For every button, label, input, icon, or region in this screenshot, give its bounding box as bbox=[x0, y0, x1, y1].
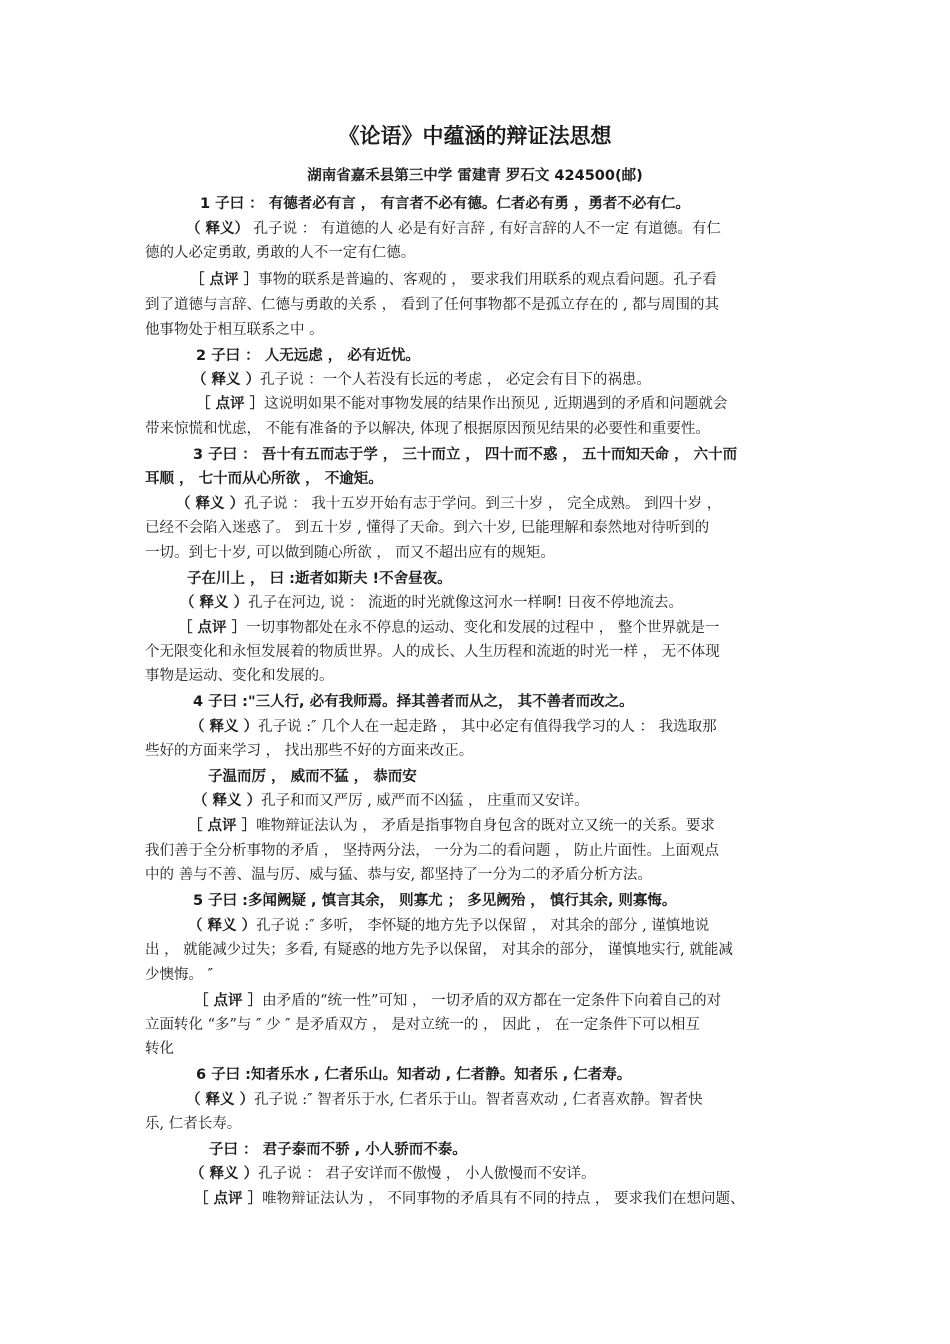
quote-line: 4 子曰 :"三人行, 必有我师焉。择其善者而从之， 其不善者而改之。 bbox=[193, 694, 634, 710]
paragraph-line: （ 释义 ）孔子说 ： 君子安详而不傲慢 ， 小人傲慢而不安详。 bbox=[190, 1166, 596, 1182]
quote-line: 3 子曰 ： 吾十有五而志于学 ， 三十而立 ， 四十而不惑 ， 五十而知天命 ， 六十而 bbox=[193, 447, 738, 463]
paragraph-line: 一切。到七十岁, 可以做到随心所欲 ， 而又不超出应有的规矩。 bbox=[145, 545, 555, 561]
quote-line: 5 子曰 :多闻阙疑 , 慎言其余， 则寡尤 ； 多见阙殆 ， 慎行其余, 则寡悔。 bbox=[193, 893, 677, 909]
paragraph-line: ［ 点评 ］事物的联系是普遍的、客观的 ， 要求我们用联系的观点看问题。孔子看 bbox=[190, 272, 717, 288]
paragraph-line: 些好的方面来学习 ， 找出那些不好的方面来改正。 bbox=[145, 743, 474, 759]
quote-line: 子温而厉 ， 威而不猛 ， 恭而安 bbox=[208, 769, 417, 785]
paragraph-line: （ 释义 ）孔子和而又严厉 , 威严而不凶猛 ， 庄重而又安详。 bbox=[193, 793, 589, 809]
quote-line: 子曰 ： 君子泰而不骄 , 小人骄而不泰。 bbox=[209, 1142, 467, 1158]
paragraph-line: ［ 点评 ］唯物辩证法认为 ， 矛盾是指事物自身包含的既对立又统一的关系。要求 bbox=[188, 818, 715, 834]
quote-line: 2 子曰 ： 人无远虑 ， 必有近忧。 bbox=[196, 348, 420, 364]
quote-line: 6 子曰 :知者乐水 , 仁者乐山。知者动 , 仁者静。知者乐 , 仁者寿。 bbox=[196, 1067, 632, 1083]
paragraph-line: （ 释义 ）孔子说 ：一个人若没有长远的考虑 ， 必定会有目下的祸患。 bbox=[192, 372, 651, 388]
paragraph-line: 立面转化 “多”与 ″ 少 ″ 是矛盾双方 ， 是对立统一的 ， 因此 ， 在一定条件下可以相互 bbox=[145, 1017, 700, 1033]
paragraph-line: 到了道德与言辞、仁德与勇敢的关系 ， 看到了任何事物都不是孤立存在的 , 都与周围的其 bbox=[145, 297, 720, 313]
paragraph-line: 我们善于全分析事物的矛盾 ， 坚持两分法， 一分为二的看问题 ， 防止片面性。上面观点 bbox=[145, 843, 720, 859]
paragraph-line: 带来惊慌和忧虑， 不能有准备的予以解决, 体现了根据原因预见结果的必要性和重要性。 bbox=[145, 421, 710, 437]
paragraph-line: 转化 bbox=[145, 1041, 174, 1057]
paragraph-line: （ 释义 ）孔子说 :″ 几个人在一起走路 ， 其中必定有值得我学习的人 ： 我选取那 bbox=[190, 719, 717, 735]
paragraph-line: ［ 点评 ］一切事物都处在永不停息的运动、变化和发展的过程中 ， 整个世界就是一 bbox=[178, 620, 720, 636]
paragraph-line: （ 释义 ）孔子说 :″ 多听， 李怀疑的地方先予以保留 ， 对其余的部分 , 谨慎地说 bbox=[188, 918, 710, 934]
paragraph-line: ［ 点评 ］这说明如果不能对事物发展的结果作出预见 , 近期遇到的矛盾和问题就会 bbox=[196, 396, 728, 412]
quote-line: 子在川上 ， 曰 :逝者如斯夫 !不舍昼夜。 bbox=[187, 571, 452, 587]
paragraph-line: 中的 善与不善、温与厉、威与猛、恭与安, 都坚持了一分为二的矛盾分析方法。 bbox=[145, 867, 652, 883]
paragraph-line: 个无限变化和永恒发展着的物质世界。人的成长、人生历程和流逝的时光一样 ， 无不体现 bbox=[145, 644, 720, 660]
paragraph-line: 事物是运动、变化和发展的。 bbox=[145, 668, 334, 684]
quote-line: 耳顺 ， 七十而从心所欲 ， 不逾矩。 bbox=[145, 471, 383, 487]
paragraph-line: ［ 点评 ］唯物辩证法认为 ， 不同事物的矛盾具有不同的持点 ， 要求我们在想问题、 bbox=[194, 1191, 745, 1207]
paragraph-line: （ 释义 ）孔子说 :″ 智者乐于水, 仁者乐于山。智者喜欢动 , 仁者喜欢静。智者快 bbox=[186, 1092, 703, 1108]
author-line: 湖南省嘉禾县第三中学 雷建青 罗石文 424500(邮) bbox=[307, 168, 643, 184]
paragraph-line: （ 释义） 孔子说 ： 有道德的人 必是有好言辞 , 有好言辞的人不一定 有道德。有仁 bbox=[186, 221, 721, 237]
paragraph-line: ［ 点评 ］由矛盾的“统一性”可知 ， 一切矛盾的双方都在一定条件下向着自己的对 bbox=[194, 993, 722, 1009]
paragraph-line: （ 释义 ）孔子在河边, 说 ： 流逝的时光就像这河水一样啊! 日夜不停地流去。 bbox=[180, 595, 683, 611]
paragraph-line: （ 释义 ）孔子说 ： 我十五岁开始有志于学问。到三十岁 ， 完全成熟。 到四十岁 ， bbox=[176, 496, 722, 512]
quote-line: 1 子曰 ： 有德者必有言 ， 有言者不必有德。仁者必有勇 ，勇者不必有仁。 bbox=[200, 196, 690, 212]
document-title: 《论语》中蕴涵的辩证法思想 bbox=[338, 124, 612, 148]
paragraph-line: 已经不会陷入迷惑了。 到五十岁 , 懂得了天命。到六十岁, 巳能理解和泰然地对待听到的 bbox=[145, 520, 710, 536]
paragraph-line: 他事物处于相互联系之中 。 bbox=[145, 322, 324, 338]
paragraph-line: 德的人必定勇敢, 勇敢的人不一定有仁德。 bbox=[145, 245, 416, 261]
paragraph-line: 少懊悔。 ″ bbox=[145, 967, 214, 983]
paragraph-line: 乐, 仁者长寿。 bbox=[145, 1116, 242, 1132]
paragraph-line: 出 ， 就能减少过失；多看, 有疑惑的地方先予以保留， 对其余的部分， 谨慎地实行, 就能减 bbox=[145, 942, 733, 958]
